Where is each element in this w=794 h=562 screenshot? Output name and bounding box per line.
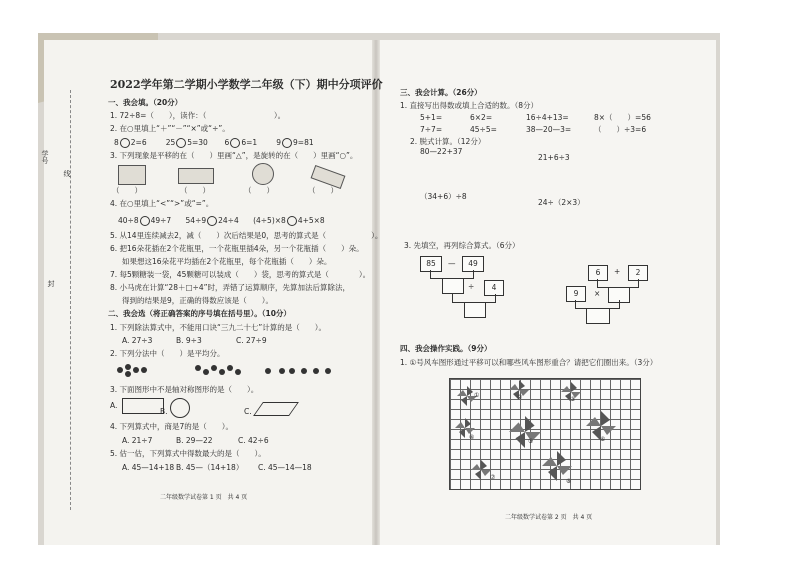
s2-q1-opt-c: C. 27÷9	[236, 336, 267, 345]
s2-q3-opt-c: C.	[244, 407, 252, 416]
s3-q3: 3. 先填空，再列综合算式。（6分）	[404, 241, 520, 250]
picture-faucet-icon	[118, 165, 146, 185]
picture-clock-icon	[252, 163, 274, 185]
section3-heading: 三、我会计算。（26分）	[400, 88, 482, 97]
binding-line	[70, 90, 71, 510]
s3-r2-c4: （ ）÷3=6	[594, 125, 647, 134]
s3-r2-c1: 7÷7=	[420, 125, 443, 134]
s1-q7: 7. 每5颗糖装一袋，45颗糖可以装成（ ）袋，思考的算式是（ ）。	[110, 270, 371, 279]
s2-q5: 5. 估一估，下列算式中得数最大的是（ ）。	[110, 449, 266, 458]
s1-q4-items: 40÷8 49÷7 54÷9 24÷4 (4÷5)×8 4+5×8	[118, 216, 325, 225]
label-4: ④	[469, 434, 475, 441]
s2-q5-opt-b: B. 45—（14+18）	[176, 463, 244, 472]
s2-q3: 3. 下面图形中不是轴对称图形的是（ ）。	[110, 385, 259, 394]
tree1-op-div: ÷	[468, 282, 475, 291]
picture-escalator-icon	[178, 168, 214, 184]
tree1-answer-box-1[interactable]	[442, 278, 464, 294]
tree2-box-2: 2	[628, 265, 648, 281]
tree2-box-9: 9	[566, 286, 586, 302]
pinwheel-8-icon	[542, 451, 572, 481]
tree2-answer-box-2[interactable]	[586, 308, 610, 324]
s2-q1-opt-b: B. 9÷3	[176, 336, 202, 345]
pinwheel-7-icon	[471, 460, 491, 480]
s1-q6a: 6. 把16朵花插在2个花瓶里，一个花瓶里插4朵，另一个花瓶插（ ）朵。	[110, 244, 364, 253]
tree1-box-4: 4	[484, 280, 504, 296]
s2-q5-opt-c: C. 45—14—18	[258, 463, 312, 472]
q3-paren-1: （ ）	[112, 186, 142, 195]
s2-q1: 1. 下列除法算式中，不能用口诀“三九二十七”计算的是（ ）。	[110, 323, 327, 332]
label-7: ⑦	[490, 474, 496, 481]
label-6: ⑥	[600, 436, 606, 443]
s2-q4-opt-b: B. 29—22	[176, 436, 213, 445]
dot-groups-figure	[112, 362, 352, 378]
side-label-line: 线	[63, 170, 71, 177]
s3-r2-c3: 38—20—3=	[526, 125, 572, 134]
s2-q4-opt-a: A. 21÷7	[122, 436, 153, 445]
s2-q3-opt-a: A.	[110, 401, 118, 410]
label-1: ①	[474, 392, 480, 399]
left-footer: 二年级数学试卷第 1 页 共 4 页	[160, 494, 248, 501]
s1-q2: 2. 在○里填上“＋”“－”“×”或“÷”。	[110, 124, 230, 133]
s3-r1-c1: 5+1=	[420, 113, 443, 122]
tree2-op-times: ×	[594, 289, 601, 298]
side-label-number: 学号	[41, 150, 49, 164]
section1-heading: 一、我会填。（20分）	[108, 98, 183, 107]
s3-r2-c2: 45÷5=	[470, 125, 497, 134]
label-2: ②	[517, 394, 523, 401]
s1-q8a: 8. 小马虎在计算“28＋□÷4”时，弄错了运算顺序，先算加法后算除法，	[110, 283, 350, 292]
s3-q1: 1. 直接写出得数或填上合适的数。（8分）	[400, 101, 539, 110]
section4-heading: 四、我会操作实践。（9分）	[400, 344, 492, 353]
s1-q8b: 得到的结果是9，正确的得数应该是（ ）。	[122, 296, 274, 305]
calc-4: 24÷（2×3）	[538, 198, 585, 207]
s2-q4-opt-c: C. 42÷6	[238, 436, 269, 445]
label-3: ③	[570, 396, 576, 403]
s4-q1: 1. ①号风车图形通过平移可以和哪些风车图形重合？请把它们圈出来。（3分）	[400, 358, 658, 367]
calc-3: （34+6）÷8	[420, 192, 467, 201]
s1-q4: 4. 在○里填上“<”“>”或“=”。	[110, 199, 214, 208]
tree1-op-minus: —	[448, 259, 456, 268]
label-5: ⑤	[528, 438, 534, 445]
s1-q1: 1. 72÷8=（ ），读作：（ ）。	[110, 111, 286, 120]
page-fold	[372, 40, 380, 545]
tree1-answer-box-2[interactable]	[464, 302, 486, 318]
s3-r1-c3: 16÷4+13=	[526, 113, 569, 122]
s3-r1-c2: 6×2=	[470, 113, 493, 122]
q3-paren-3: （ ）	[244, 186, 274, 195]
q3-paren-4: （ ）	[308, 186, 338, 195]
tree2-box-6: 6	[588, 265, 608, 281]
tree2-op-plus: +	[614, 267, 621, 276]
s3-q2: 2. 脱式计算。（12分）	[410, 137, 486, 146]
s2-q4: 4. 下列算式中，商是7的是（ ）。	[110, 422, 234, 431]
pinwheel-5-icon	[509, 416, 541, 448]
calc-2: 21+6÷3	[538, 153, 570, 162]
exam-title: 2022学年第二学期小学数学二年级（下）期中分项评价	[110, 78, 383, 91]
s2-q1-opt-a: A. 27÷3	[122, 336, 153, 345]
label-8: ⑧	[566, 478, 572, 485]
tree1-box-85: 85	[420, 256, 442, 272]
s2-q5-opt-a: A. 45—14+18	[122, 463, 175, 472]
s1-q5: 5. 从14里连续减去2，减（ ）次后结果是0，思考的算式是（ ）。	[110, 231, 383, 240]
right-footer: 二年级数学试卷第 2 页 共 4 页	[505, 514, 593, 521]
section2-heading: 二、我会选（将正确答案的序号填在括号里）。（10分）	[108, 309, 291, 318]
s3-r1-c4: 8×（ ）=56	[594, 113, 651, 122]
s1-q2-items: 8 2=6 25 5=30 6 6=1 9 9=81	[114, 138, 314, 147]
q3-paren-2: （ ）	[180, 186, 210, 195]
s2-q3-opt-b: B.	[160, 407, 168, 416]
s1-q6b: 如果想这16朵花平均插在2个花瓶里，每个花瓶插（ ）朵。	[122, 257, 332, 266]
s1-q3: 3. 下列现象是平移的在（ ）里画“△”，是旋转的在（ ）里画“○”。	[110, 151, 358, 160]
side-label-seal: 封	[47, 280, 55, 287]
s2-q2: 2. 下列分法中（ ）是平均分。	[110, 349, 225, 358]
tree1-box-49: 49	[462, 256, 484, 272]
calc-1: 80—22+37	[420, 147, 463, 156]
circle-shape	[170, 398, 190, 418]
rectangle-shape	[122, 398, 164, 414]
